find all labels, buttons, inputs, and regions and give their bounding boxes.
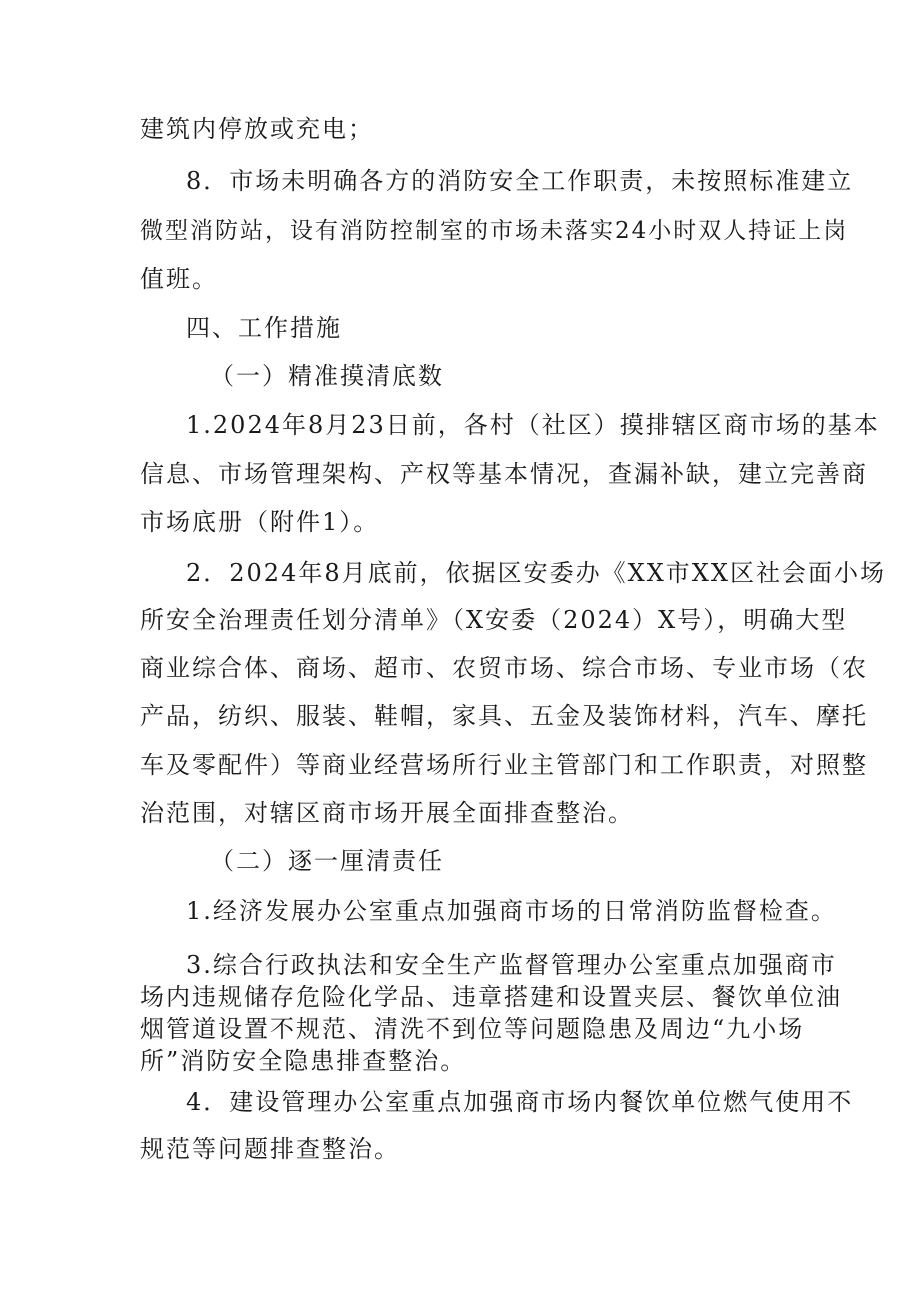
text-line: 值班。	[140, 265, 218, 293]
text-line: 3.综合行政执法和安全生产监督管理办公室重点加强商市	[186, 951, 837, 979]
text-line: 烟管道设置不规范、清洗不到位等问题隐患及周边“九小场	[140, 1015, 805, 1043]
text-line: 建筑内停放或充电；	[140, 115, 374, 143]
text-line: 车及零配件）等商业经营场所行业主管部门和工作职责，对照整	[140, 751, 868, 779]
text-line: 1.2024年8月23日前，各村（社区）摸排辖区商市场的基本	[186, 411, 880, 439]
subsection-heading: （二）逐一厘清责任	[210, 847, 444, 875]
text-line: 4．建设管理办公室重点加强商市场内餐饮单位燃气使用不	[186, 1088, 854, 1116]
section-heading: 四、工作措施	[186, 314, 342, 342]
text-line: 规范等问题排查整治。	[140, 1135, 400, 1163]
text-line: 所”消防安全隐患排查整治。	[140, 1047, 467, 1075]
text-line: 所安全治理责任划分清单》（X安委（2024）X号），明确大型	[140, 606, 848, 634]
text-line: 微型消防站，设有消防控制室的市场未落实24小时双人持证上岗	[140, 218, 849, 244]
text-line: 8．市场未明确各方的消防安全工作职责，未按照标准建立	[186, 167, 854, 195]
text-line: 治范围，对辖区商市场开展全面排查整治。	[140, 799, 634, 827]
text-line: 2．2024年8月底前，依据区安委办《XX市XX区社会面小场	[186, 559, 886, 587]
text-line: 1.经济发展办公室重点加强商市场的日常消防监督检查。	[186, 897, 837, 925]
text-line: 信息、市场管理架构、产权等基本情况，查漏补缺，建立完善商	[140, 460, 868, 488]
text-line: 市场底册（附件1）。	[140, 508, 380, 536]
text-line: 产品，纺织、服装、鞋帽，家具、五金及装饰材料，汽车、摩托	[140, 702, 868, 730]
text-line: 场内违规储存危险化学品、违章搭建和设置夹层、餐饮单位油	[140, 983, 842, 1011]
subsection-heading: （一）精准摸清底数	[210, 362, 444, 390]
text-line: 商业综合体、商场、超市、农贸市场、综合市场、专业市场（农	[140, 654, 868, 682]
